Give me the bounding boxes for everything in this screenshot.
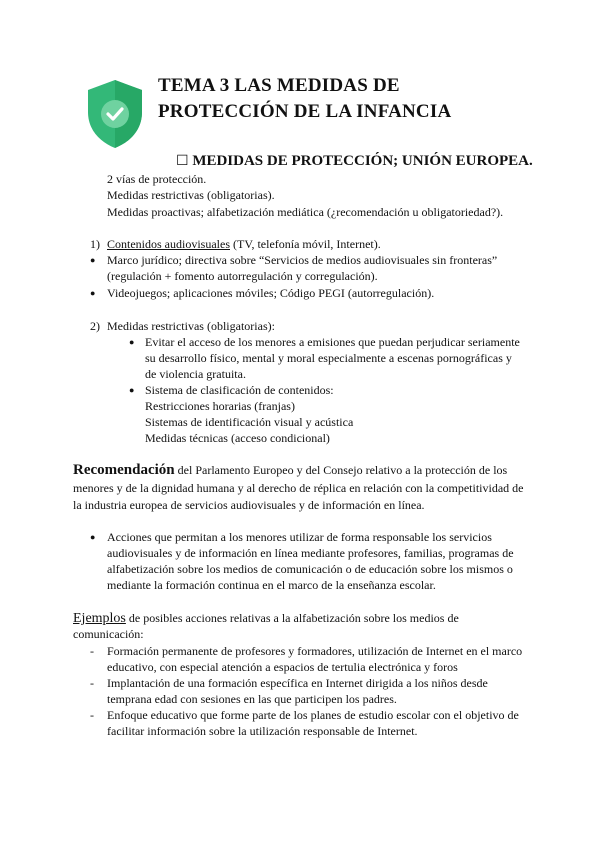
list1-bullet2-line1: Videojuegos; aplicaciones móviles; Código PEGI (autorregulación).: [107, 286, 435, 300]
list2-bullet1-line1: Evitar el acceso de los menores a emisiones que puedan perjudicar seriamente: [145, 335, 520, 349]
example-3-line1: Enfoque educativo que forme parte de los planes de estudio escolar con el objetivo de: [107, 708, 519, 722]
recommendation-bullet-line4: mediante la formación continua en el marco de la enseñanza escolar.: [107, 578, 436, 592]
shield-check-icon: [84, 78, 146, 150]
checkbox-icon: ☐: [176, 153, 189, 169]
recommendation-line-1: [73, 462, 507, 479]
dash-marker: -: [90, 644, 94, 658]
list1-bullet1-line1: Marco jurídico; directiva sobre “Servicios de medios audiovisuales sin fronteras”: [107, 253, 498, 267]
recommendation-lead: Recomendación: [73, 462, 175, 478]
page-title-line-2: PROTECCIÓN DE LA INFANCIA: [158, 101, 452, 122]
list2-number: 2): [90, 319, 100, 333]
list1-bullet1-line2: (regulación + fomento autorregulación y corregulación).: [107, 269, 378, 283]
list1-heading: [107, 236, 381, 253]
recommendation-bullet-line2: audiovisuales y de información en línea mediante profesores, familias, programas de: [107, 546, 514, 560]
dash-marker: -: [90, 676, 94, 690]
list1-label: Contenidos audiovisuales: [107, 237, 230, 251]
example-2-line1: Implantación de una formación específica en Internet dirigida a los niños desde: [107, 676, 488, 690]
bullet-icon: ●: [90, 288, 96, 298]
dash-marker: -: [90, 708, 94, 722]
intro-line-2: Medidas restrictivas (obligatorias).: [107, 188, 275, 202]
recommendation-bullet-line3: alfabetización sobre los medios de comunicación o de educación sobre los mismos o: [107, 562, 513, 576]
page-title-line-1: TEMA 3 LAS MEDIDAS DE: [158, 75, 400, 96]
bullet-icon: ●: [129, 385, 135, 395]
example-3-line2: facilitar información sobre la utilización responsable de Internet.: [107, 724, 418, 738]
list2-bullet2-line1: Sistema de clasificación de contenidos:: [145, 383, 334, 397]
examples-lead: Ejemplos: [73, 611, 126, 626]
list2-bullet2-line4: Medidas técnicas (acceso condicional): [145, 431, 330, 445]
recommendation-text-1: del Parlamento Europeo y del Consejo relativo a la protección de los: [174, 463, 508, 477]
list2-bullet1-line2: su desarrollo físico, mental y moral especialmente a escenas pornográficas y: [145, 351, 512, 365]
intro-line-1: 2 vías de protección.: [107, 172, 207, 186]
intro-line-3: Medidas proactivas; alfabetización mediática (¿recomendación u obligatoriedad?).: [107, 205, 504, 219]
list1-rest: (TV, telefonía móvil, Internet).: [230, 237, 381, 251]
example-1-line2: educativo, con especial atención a espacios de tertulia electrónica y foros: [107, 660, 458, 674]
examples-line-1: [73, 610, 459, 628]
bullet-icon: ●: [90, 255, 96, 265]
section-heading: [176, 153, 533, 170]
examples-text-1: de posibles acciones relativas a la alfabetización sobre los medios de: [125, 611, 459, 625]
example-1-line1: Formación permanente de profesores y formadores, utilización de Internet en el marco: [107, 644, 523, 658]
bullet-icon: ●: [129, 337, 135, 347]
bullet-icon: ●: [90, 532, 96, 542]
list2-bullet1-line3: de violencia gratuita.: [145, 367, 246, 381]
section-heading-text: MEDIDAS DE PROTECCIÓN; UNIÓN EUROPEA.: [192, 153, 533, 169]
list2-label: Medidas restrictivas (obligatorias):: [107, 319, 275, 333]
list1-number: 1): [90, 237, 100, 251]
list2-bullet2-line2: Restricciones horarias (franjas): [145, 399, 295, 413]
recommendation-line-2: menores y de la dignidad humana y al derecho de réplica en relación con la competitividad de: [73, 481, 524, 495]
example-2-line2: temprana edad con sesiones en las que participen los padres.: [107, 692, 397, 706]
list2-bullet2-line3: Sistemas de identificación visual y acústica: [145, 415, 354, 429]
recommendation-line-3: la industria europea de servicios audiovisuales y de información en línea.: [73, 498, 425, 512]
recommendation-bullet-line1: Acciones que permitan a los menores utilizar de forma responsable los servicios: [107, 530, 492, 544]
examples-line-2: comunicación:: [73, 627, 144, 641]
